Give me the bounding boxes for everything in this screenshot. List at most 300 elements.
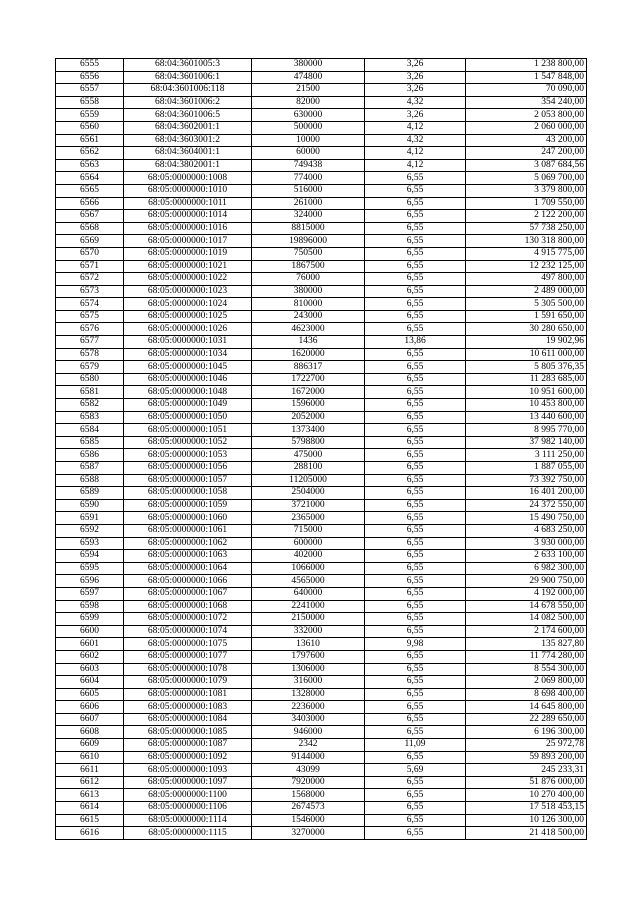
table-row xyxy=(56,436,587,449)
area-cell: 3403000 xyxy=(252,713,365,726)
row-number-cell: 6565 xyxy=(56,184,124,197)
table-row xyxy=(56,613,587,626)
sum-cell: 15 490 750,00 xyxy=(466,512,587,525)
document-page xyxy=(55,58,586,840)
row-number-cell: 6604 xyxy=(56,676,124,689)
table-row xyxy=(56,524,587,537)
row-number-cell: 6574 xyxy=(56,298,124,311)
table-row xyxy=(56,96,587,109)
table-row xyxy=(56,739,587,752)
table-row xyxy=(56,474,587,487)
cadastral-number-cell: 68:05:0000000:1092 xyxy=(124,751,252,764)
row-number-cell: 6559 xyxy=(56,109,124,122)
table-row xyxy=(56,814,587,827)
rate-cell: 6,55 xyxy=(365,814,466,827)
area-cell: 11205000 xyxy=(252,474,365,487)
sum-cell: 17 518 453,15 xyxy=(466,802,587,815)
sum-cell: 2 633 100,00 xyxy=(466,550,587,563)
area-cell: 474800 xyxy=(252,71,365,84)
table-row xyxy=(56,285,587,298)
row-number-cell: 6562 xyxy=(56,147,124,160)
rate-cell: 6,55 xyxy=(365,600,466,613)
table-row xyxy=(56,84,587,97)
area-cell: 1546000 xyxy=(252,814,365,827)
table-row xyxy=(56,273,587,286)
sum-cell: 5 069 700,00 xyxy=(466,172,587,185)
sum-cell: 5 805 376,35 xyxy=(466,361,587,374)
table-row xyxy=(56,210,587,223)
area-cell: 1328000 xyxy=(252,688,365,701)
row-number-cell: 6587 xyxy=(56,462,124,475)
cadastral-number-cell: 68:05:0000000:1026 xyxy=(124,323,252,336)
rate-cell: 6,55 xyxy=(365,184,466,197)
cadastral-number-cell: 68:05:0000000:1023 xyxy=(124,285,252,298)
rate-cell: 4,12 xyxy=(365,147,466,160)
sum-cell: 130 318 800,00 xyxy=(466,235,587,248)
cadastral-number-cell: 68:05:0000000:1067 xyxy=(124,587,252,600)
area-cell: 886317 xyxy=(252,361,365,374)
cadastral-number-cell: 68:05:0000000:1059 xyxy=(124,499,252,512)
area-cell: 2236000 xyxy=(252,701,365,714)
sum-cell: 14 678 550,00 xyxy=(466,600,587,613)
area-cell: 5798800 xyxy=(252,436,365,449)
cadastral-number-cell: 68:05:0000000:1066 xyxy=(124,575,252,588)
cadastral-number-cell: 68:04:3601006:118 xyxy=(124,84,252,97)
sum-cell: 10 951 600,00 xyxy=(466,386,587,399)
cadastral-number-cell: 68:05:0000000:1017 xyxy=(124,235,252,248)
sum-cell: 19 902,96 xyxy=(466,336,587,349)
sum-cell: 21 418 500,00 xyxy=(466,827,587,840)
rate-cell: 6,55 xyxy=(365,789,466,802)
table-row xyxy=(56,159,587,172)
rate-cell: 6,55 xyxy=(365,827,466,840)
rate-cell: 6,55 xyxy=(365,197,466,210)
row-number-cell: 6589 xyxy=(56,487,124,500)
area-cell: 76000 xyxy=(252,273,365,286)
row-number-cell: 6570 xyxy=(56,247,124,260)
table-row xyxy=(56,764,587,777)
table-row xyxy=(56,399,587,412)
cadastral-number-cell: 68:05:0000000:1084 xyxy=(124,713,252,726)
sum-cell: 1 238 800,00 xyxy=(466,59,587,72)
table-row xyxy=(56,449,587,462)
cadastral-number-cell: 68:05:0000000:1050 xyxy=(124,411,252,424)
rate-cell: 6,55 xyxy=(365,449,466,462)
area-cell: 380000 xyxy=(252,59,365,72)
rate-cell: 6,55 xyxy=(365,436,466,449)
cadastral-number-cell: 68:05:0000000:1064 xyxy=(124,562,252,575)
row-number-cell: 6609 xyxy=(56,739,124,752)
table-row xyxy=(56,600,587,613)
area-cell: 2241000 xyxy=(252,600,365,613)
row-number-cell: 6573 xyxy=(56,285,124,298)
cadastral-number-cell: 68:05:0000000:1034 xyxy=(124,348,252,361)
sum-cell: 30 280 650,00 xyxy=(466,323,587,336)
cadastral-number-cell: 68:05:0000000:1049 xyxy=(124,399,252,412)
rate-cell: 6,55 xyxy=(365,474,466,487)
rate-cell: 3,26 xyxy=(365,59,466,72)
cadastral-number-cell: 68:05:0000000:1072 xyxy=(124,613,252,626)
cadastral-number-cell: 68:05:0000000:1078 xyxy=(124,663,252,676)
row-number-cell: 6572 xyxy=(56,273,124,286)
row-number-cell: 6592 xyxy=(56,524,124,537)
cadastral-number-cell: 68:05:0000000:1106 xyxy=(124,802,252,815)
cadastral-number-cell: 68:04:3602001:1 xyxy=(124,121,252,134)
rate-cell: 6,55 xyxy=(365,386,466,399)
table-row xyxy=(56,550,587,563)
rate-cell: 6,55 xyxy=(365,776,466,789)
area-cell: 1722700 xyxy=(252,373,365,386)
sum-cell: 4 683 250,00 xyxy=(466,524,587,537)
row-number-cell: 6560 xyxy=(56,121,124,134)
table-row xyxy=(56,638,587,651)
sum-cell: 1 709 550,00 xyxy=(466,197,587,210)
rate-cell: 6,55 xyxy=(365,487,466,500)
cadastral-number-cell: 68:05:0000000:1051 xyxy=(124,424,252,437)
table-row xyxy=(56,361,587,374)
sum-cell: 22 289 650,00 xyxy=(466,713,587,726)
cadastral-number-cell: 68:05:0000000:1046 xyxy=(124,373,252,386)
sum-cell: 3 379 800,00 xyxy=(466,184,587,197)
cadastral-value-table xyxy=(55,58,587,840)
table-row xyxy=(56,789,587,802)
row-number-cell: 6571 xyxy=(56,260,124,273)
area-cell: 715000 xyxy=(252,524,365,537)
area-cell: 10000 xyxy=(252,134,365,147)
row-number-cell: 6603 xyxy=(56,663,124,676)
rate-cell: 6,55 xyxy=(365,235,466,248)
area-cell: 1436 xyxy=(252,336,365,349)
area-cell: 1568000 xyxy=(252,789,365,802)
table-row xyxy=(56,776,587,789)
table-row xyxy=(56,147,587,160)
cadastral-number-cell: 68:05:0000000:1052 xyxy=(124,436,252,449)
row-number-cell: 6556 xyxy=(56,71,124,84)
cadastral-number-cell: 68:05:0000000:1022 xyxy=(124,273,252,286)
sum-cell: 14 645 800,00 xyxy=(466,701,587,714)
cadastral-number-cell: 68:05:0000000:1010 xyxy=(124,184,252,197)
row-number-cell: 6612 xyxy=(56,776,124,789)
sum-cell: 24 372 550,00 xyxy=(466,499,587,512)
row-number-cell: 6594 xyxy=(56,550,124,563)
cadastral-number-cell: 68:05:0000000:1019 xyxy=(124,247,252,260)
rate-cell: 3,26 xyxy=(365,84,466,97)
area-cell: 500000 xyxy=(252,121,365,134)
row-number-cell: 6582 xyxy=(56,399,124,412)
cadastral-number-cell: 68:05:0000000:1063 xyxy=(124,550,252,563)
table-row xyxy=(56,587,587,600)
sum-cell: 497 800,00 xyxy=(466,273,587,286)
cadastral-number-cell: 68:04:3601006:2 xyxy=(124,96,252,109)
cadastral-number-cell: 68:05:0000000:1062 xyxy=(124,537,252,550)
rate-cell: 6,55 xyxy=(365,499,466,512)
rate-cell: 4,12 xyxy=(365,121,466,134)
area-cell: 1620000 xyxy=(252,348,365,361)
row-number-cell: 6611 xyxy=(56,764,124,777)
row-number-cell: 6580 xyxy=(56,373,124,386)
sum-cell: 3 111 250,00 xyxy=(466,449,587,462)
row-number-cell: 6588 xyxy=(56,474,124,487)
table-row xyxy=(56,688,587,701)
area-cell: 1373400 xyxy=(252,424,365,437)
rate-cell: 4,12 xyxy=(365,159,466,172)
row-number-cell: 6564 xyxy=(56,172,124,185)
cadastral-number-cell: 68:04:3802001:1 xyxy=(124,159,252,172)
area-cell: 475000 xyxy=(252,449,365,462)
sum-cell: 25 972,78 xyxy=(466,739,587,752)
cadastral-number-cell: 68:05:0000000:1024 xyxy=(124,298,252,311)
area-cell: 13610 xyxy=(252,638,365,651)
area-cell: 380000 xyxy=(252,285,365,298)
table-row xyxy=(56,713,587,726)
area-cell: 288100 xyxy=(252,462,365,475)
sum-cell: 8 554 300,00 xyxy=(466,663,587,676)
area-cell: 1596000 xyxy=(252,399,365,412)
row-number-cell: 6558 xyxy=(56,96,124,109)
area-cell: 516000 xyxy=(252,184,365,197)
sum-cell: 37 982 140,00 xyxy=(466,436,587,449)
table-row xyxy=(56,462,587,475)
cadastral-number-cell: 68:05:0000000:1058 xyxy=(124,487,252,500)
sum-cell: 13 440 600,00 xyxy=(466,411,587,424)
rate-cell: 6,55 xyxy=(365,285,466,298)
row-number-cell: 6566 xyxy=(56,197,124,210)
row-number-cell: 6593 xyxy=(56,537,124,550)
cadastral-number-cell: 68:05:0000000:1011 xyxy=(124,197,252,210)
row-number-cell: 6599 xyxy=(56,613,124,626)
sum-cell: 2 174 600,00 xyxy=(466,625,587,638)
rate-cell: 3,26 xyxy=(365,109,466,122)
rate-cell: 6,55 xyxy=(365,713,466,726)
sum-cell: 10 270 400,00 xyxy=(466,789,587,802)
row-number-cell: 6583 xyxy=(56,411,124,424)
row-number-cell: 6590 xyxy=(56,499,124,512)
row-number-cell: 6613 xyxy=(56,789,124,802)
rate-cell: 6,55 xyxy=(365,323,466,336)
rate-cell: 6,55 xyxy=(365,726,466,739)
area-cell: 324000 xyxy=(252,210,365,223)
rate-cell: 6,55 xyxy=(365,260,466,273)
sum-cell: 4 915 775,00 xyxy=(466,247,587,260)
area-cell: 1867500 xyxy=(252,260,365,273)
sum-cell: 2 489 000,00 xyxy=(466,285,587,298)
cadastral-number-cell: 68:05:0000000:1053 xyxy=(124,449,252,462)
cadastral-number-cell: 68:05:0000000:1083 xyxy=(124,701,252,714)
sum-cell: 354 240,00 xyxy=(466,96,587,109)
area-cell: 4623000 xyxy=(252,323,365,336)
table-row xyxy=(56,701,587,714)
area-cell: 21500 xyxy=(252,84,365,97)
sum-cell: 10 126 300,00 xyxy=(466,814,587,827)
row-number-cell: 6596 xyxy=(56,575,124,588)
cadastral-number-cell: 68:05:0000000:1008 xyxy=(124,172,252,185)
cadastral-number-cell: 68:04:3603001:2 xyxy=(124,134,252,147)
sum-cell: 11 774 280,00 xyxy=(466,650,587,663)
row-number-cell: 6614 xyxy=(56,802,124,815)
cadastral-number-cell: 68:05:0000000:1100 xyxy=(124,789,252,802)
cadastral-number-cell: 68:05:0000000:1014 xyxy=(124,210,252,223)
table-row xyxy=(56,222,587,235)
table-row xyxy=(56,121,587,134)
sum-cell: 2 069 800,00 xyxy=(466,676,587,689)
sum-cell: 1 591 650,00 xyxy=(466,310,587,323)
area-cell: 2342 xyxy=(252,739,365,752)
table-row xyxy=(56,663,587,676)
table-row xyxy=(56,537,587,550)
rate-cell: 6,55 xyxy=(365,524,466,537)
table-row xyxy=(56,134,587,147)
area-cell: 19896000 xyxy=(252,235,365,248)
area-cell: 43099 xyxy=(252,764,365,777)
sum-cell: 3 087 684,56 xyxy=(466,159,587,172)
table-row xyxy=(56,575,587,588)
rate-cell: 6,55 xyxy=(365,625,466,638)
area-cell: 640000 xyxy=(252,587,365,600)
table-row xyxy=(56,512,587,525)
rate-cell: 6,55 xyxy=(365,172,466,185)
rate-cell: 6,55 xyxy=(365,348,466,361)
sum-cell: 70 090,00 xyxy=(466,84,587,97)
table-row xyxy=(56,348,587,361)
table-row xyxy=(56,802,587,815)
rate-cell: 6,55 xyxy=(365,512,466,525)
area-cell: 261000 xyxy=(252,197,365,210)
rate-cell: 6,55 xyxy=(365,650,466,663)
sum-cell: 1 547 848,00 xyxy=(466,71,587,84)
table-row xyxy=(56,260,587,273)
table-row xyxy=(56,827,587,840)
table-row xyxy=(56,310,587,323)
row-number-cell: 6591 xyxy=(56,512,124,525)
area-cell: 316000 xyxy=(252,676,365,689)
sum-cell: 1 887 055,00 xyxy=(466,462,587,475)
rate-cell: 6,55 xyxy=(365,298,466,311)
cadastral-number-cell: 68:05:0000000:1114 xyxy=(124,814,252,827)
sum-cell: 11 283 685,00 xyxy=(466,373,587,386)
sum-cell: 2 060 000,00 xyxy=(466,121,587,134)
table-row xyxy=(56,424,587,437)
area-cell: 810000 xyxy=(252,298,365,311)
table-row xyxy=(56,323,587,336)
area-cell: 7920000 xyxy=(252,776,365,789)
table-row xyxy=(56,411,587,424)
cadastral-number-cell: 68:05:0000000:1097 xyxy=(124,776,252,789)
row-number-cell: 6598 xyxy=(56,600,124,613)
sum-cell: 135 827,80 xyxy=(466,638,587,651)
row-number-cell: 6607 xyxy=(56,713,124,726)
sum-cell: 51 876 000,00 xyxy=(466,776,587,789)
cadastral-number-cell: 68:04:3601005:3 xyxy=(124,59,252,72)
sum-cell: 4 192 000,00 xyxy=(466,587,587,600)
row-number-cell: 6567 xyxy=(56,210,124,223)
table-row xyxy=(56,751,587,764)
sum-cell: 6 982 300,00 xyxy=(466,562,587,575)
row-number-cell: 6585 xyxy=(56,436,124,449)
row-number-cell: 6615 xyxy=(56,814,124,827)
row-number-cell: 6569 xyxy=(56,235,124,248)
rate-cell: 6,55 xyxy=(365,575,466,588)
cadastral-number-cell: 68:05:0000000:1031 xyxy=(124,336,252,349)
cadastral-number-cell: 68:05:0000000:1081 xyxy=(124,688,252,701)
table-row xyxy=(56,562,587,575)
area-cell: 630000 xyxy=(252,109,365,122)
cadastral-number-cell: 68:05:0000000:1048 xyxy=(124,386,252,399)
row-number-cell: 6575 xyxy=(56,310,124,323)
table-row xyxy=(56,298,587,311)
row-number-cell: 6600 xyxy=(56,625,124,638)
area-cell: 750500 xyxy=(252,247,365,260)
rate-cell: 6,55 xyxy=(365,688,466,701)
row-number-cell: 6597 xyxy=(56,587,124,600)
area-cell: 3270000 xyxy=(252,827,365,840)
row-number-cell: 6616 xyxy=(56,827,124,840)
sum-cell: 59 893 200,00 xyxy=(466,751,587,764)
rate-cell: 6,55 xyxy=(365,273,466,286)
area-cell: 9144000 xyxy=(252,751,365,764)
cadastral-number-cell: 68:05:0000000:1045 xyxy=(124,361,252,374)
cadastral-number-cell: 68:05:0000000:1021 xyxy=(124,260,252,273)
rate-cell: 6,55 xyxy=(365,424,466,437)
row-number-cell: 6610 xyxy=(56,751,124,764)
row-number-cell: 6602 xyxy=(56,650,124,663)
area-cell: 749438 xyxy=(252,159,365,172)
table-row xyxy=(56,726,587,739)
row-number-cell: 6579 xyxy=(56,361,124,374)
table-row xyxy=(56,197,587,210)
table-row xyxy=(56,71,587,84)
cadastral-number-cell: 68:05:0000000:1115 xyxy=(124,827,252,840)
sum-cell: 10 611 000,00 xyxy=(466,348,587,361)
row-number-cell: 6601 xyxy=(56,638,124,651)
area-cell: 402000 xyxy=(252,550,365,563)
rate-cell: 6,55 xyxy=(365,399,466,412)
row-number-cell: 6578 xyxy=(56,348,124,361)
sum-cell: 14 082 500,00 xyxy=(466,613,587,626)
area-cell: 600000 xyxy=(252,537,365,550)
cadastral-number-cell: 68:05:0000000:1057 xyxy=(124,474,252,487)
row-number-cell: 6608 xyxy=(56,726,124,739)
area-cell: 1797600 xyxy=(252,650,365,663)
area-cell: 2365000 xyxy=(252,512,365,525)
table-row xyxy=(56,184,587,197)
cadastral-number-cell: 68:04:3601006:1 xyxy=(124,71,252,84)
row-number-cell: 6586 xyxy=(56,449,124,462)
sum-cell: 29 900 750,00 xyxy=(466,575,587,588)
sum-cell: 10 453 800,00 xyxy=(466,399,587,412)
table-row xyxy=(56,487,587,500)
area-cell: 774000 xyxy=(252,172,365,185)
rate-cell: 6,55 xyxy=(365,802,466,815)
rate-cell: 4,32 xyxy=(365,134,466,147)
area-cell: 1672000 xyxy=(252,386,365,399)
rate-cell: 4,32 xyxy=(365,96,466,109)
cadastral-number-cell: 68:05:0000000:1075 xyxy=(124,638,252,651)
cadastral-number-cell: 68:05:0000000:1079 xyxy=(124,676,252,689)
cadastral-number-cell: 68:05:0000000:1074 xyxy=(124,625,252,638)
rate-cell: 6,55 xyxy=(365,676,466,689)
table-row xyxy=(56,109,587,122)
row-number-cell: 6584 xyxy=(56,424,124,437)
cadastral-number-cell: 68:05:0000000:1087 xyxy=(124,739,252,752)
area-cell: 2052000 xyxy=(252,411,365,424)
area-cell: 2674573 xyxy=(252,802,365,815)
rate-cell: 6,55 xyxy=(365,663,466,676)
sum-cell: 6 196 300,00 xyxy=(466,726,587,739)
area-cell: 946000 xyxy=(252,726,365,739)
area-cell: 60000 xyxy=(252,147,365,160)
table-row xyxy=(56,499,587,512)
row-number-cell: 6595 xyxy=(56,562,124,575)
